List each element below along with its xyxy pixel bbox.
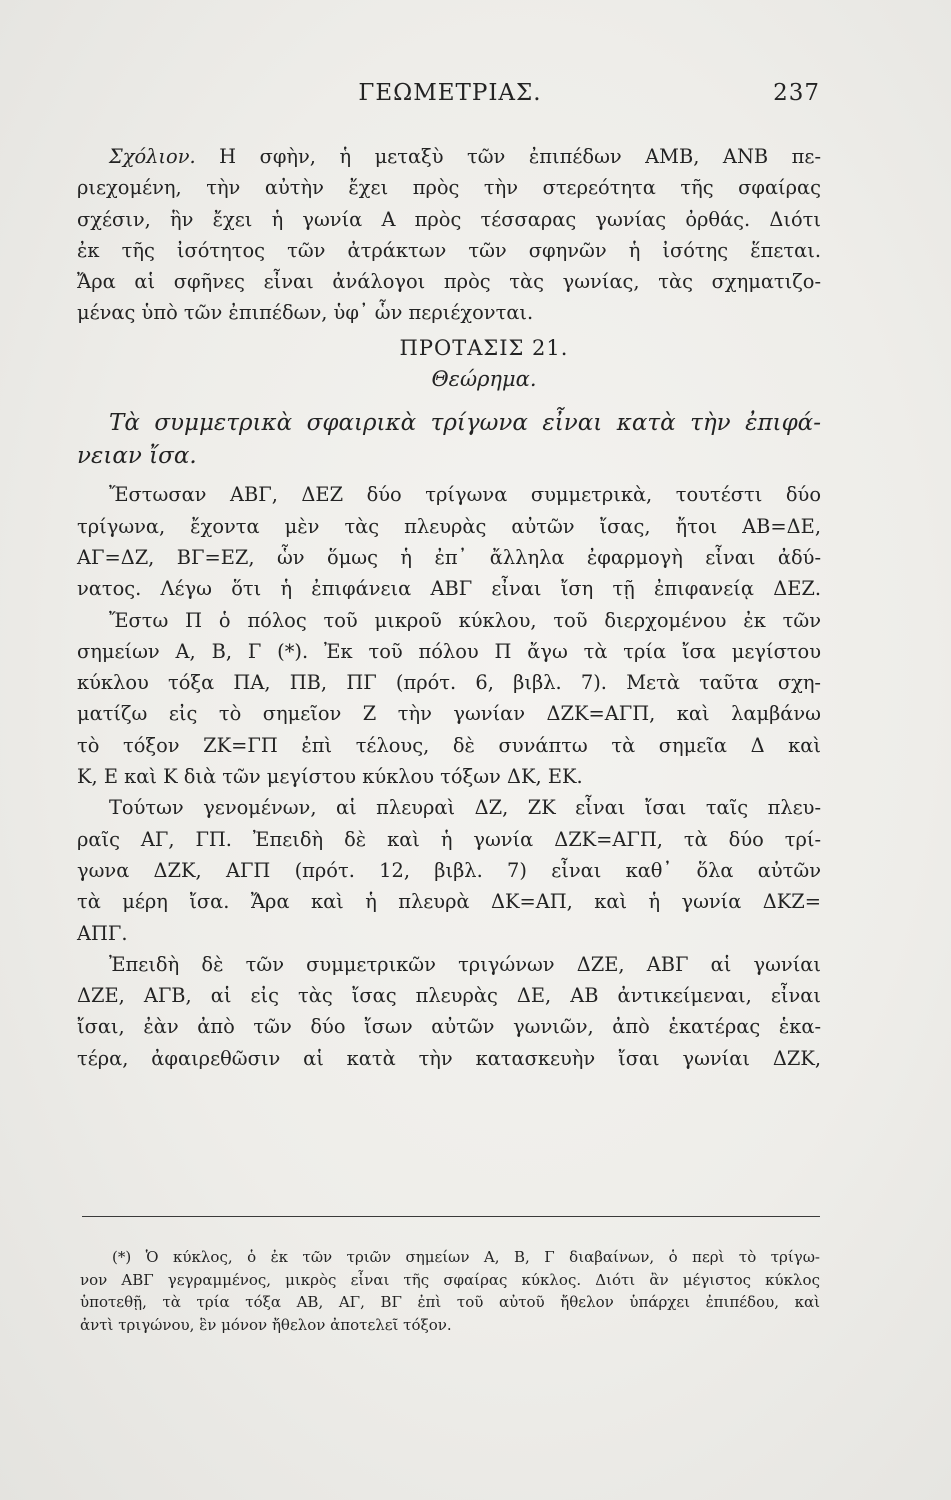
scholion-line: ριεχομένη, τὴν αὐτὴν ἔχει πρὸς τὴν στερεότητα τῆς σφαίρας: [77, 176, 821, 200]
paragraph-4: [77, 949, 821, 1074]
paragraph-1: [77, 479, 821, 604]
main-text: [77, 141, 821, 1074]
footnote-line: ὑποτεθῇ, τὰ τρία τόξα ΑΒ, ΑΓ, ΒΓ ἐπὶ τοῦ αὐτοῦ ἤθελον ὑπάρχει ἐπιπέδου, καὶ: [80, 1293, 820, 1312]
text-line: ἴσαι, ἐὰν ἀπὸ τῶν δύο ἴσων αὐτῶν γωνιῶν, ἀπὸ ἑκατέρας ἑκα-: [77, 1015, 821, 1039]
paragraph-2: [77, 605, 821, 793]
text-line: Ἔστω Π ὁ πόλος τοῦ μικροῦ κύκλου, τοῦ διερχομένου ἐκ τῶν: [109, 608, 821, 632]
text-line: ματίζω εἰς τὸ σημεῖον Ζ τὴν γωνίαν ΔΖΚ=ΑΓΠ, καὶ λαμβάνω: [77, 702, 821, 726]
text-line: τὰ μέρη ἴσα. Ἄρα καὶ ἡ πλευρὰ ΔΚ=ΑΠ, καὶ ἡ γωνία ΔΚΖ=: [77, 890, 821, 914]
text-line: Τούτων γενομένων, αἱ πλευραὶ ΔΖ, ΖΚ εἶναι ἴσαι ταῖς πλευ-: [109, 796, 821, 820]
page-number: 237: [773, 80, 820, 106]
text-line: ραῖς ΑΓ, ΓΠ. Ἐπειδὴ δὲ καὶ ἡ γωνία ΔΖΚ=ΑΓΠ, τὰ δύο τρί-: [77, 827, 821, 851]
scholion-line: [77, 141, 821, 172]
text-line: σημείων Α, Β, Γ (*). Ἐκ τοῦ πόλου Π ἄγω τὰ τρία ἴσα μεγίστου: [77, 639, 821, 663]
scholion-line: ἐκ τῆς ἰσότητος τῶν ἀτράκτων τῶν σφηνῶν ἡ ἰσότης ἕπεται.: [77, 238, 821, 262]
theorem-statement: [77, 407, 821, 473]
text-line: νατος. Λέγω ὅτι ἡ ἐπιφάνεια ΑΒΓ εἶναι ἴση τῇ ἐπιφανείᾳ ΔΕΖ.: [77, 577, 821, 601]
scholion-text: Η σφὴν, ἡ μεταξὺ τῶν ἐπιπέδων ΑΜΒ, ΑΝΒ πε-: [219, 145, 821, 168]
scholion-line: σχέσιν, ἣν ἔχει ἡ γωνία Α πρὸς τέσσαρας γωνίας ὀρθάς. Διότι: [77, 207, 821, 231]
text-line: τὸ τόξον ΖΚ=ΓΠ ἐπὶ τέλους, δὲ συνάπτω τὰ σημεῖα Δ καὶ: [77, 733, 821, 757]
text-line: Ἐπειδὴ δὲ τῶν συμμετρικῶν τριγώνων ΔΖΕ, ΑΒΓ αἱ γωνίαι: [109, 952, 821, 976]
text-line: Κ, Ε καὶ Κ διὰ τῶν μεγίστου κύκλου τόξων ΔΚ, ΕΚ.: [77, 765, 583, 789]
footnote-line: νον ΑΒΓ γεγραμμένος, μικρὸς εἶναι τῆς σφαίρας κύκλος. Διότι ἂν μέγιστος κύκλος: [80, 1270, 820, 1289]
footnote-line: ἀντὶ τριγώνου, ἓν μόνον ἤθελον ἀποτελεῖ τόξον.: [80, 1316, 452, 1335]
text-line: ΑΠΓ.: [77, 921, 128, 945]
page-header: [80, 80, 820, 120]
statement-line: νειαν ἴσα.: [77, 443, 197, 470]
paragraph-3: [77, 792, 821, 948]
statement-line: Τὰ συμμετρικὰ σφαιρικὰ τρίγωνα εἶναι κατὰ τὴν ἐπιφά-: [109, 410, 821, 437]
proposition-heading: ΠΡΟΤΑΣΙΣ 21.: [399, 335, 569, 360]
footnote-rule: [82, 1216, 820, 1217]
text-line: κύκλου τόξα ΠΑ, ΠΒ, ΠΓ (πρότ. 6, βιβλ. 7). Μετὰ ταῦτα σχη-: [77, 671, 821, 695]
scholion: [77, 141, 821, 329]
footnote-line: (*) Ὁ κύκλος, ὁ ἐκ τῶν τριῶν σημείων Α, Β, Γ διαβαίνων, ὁ περὶ τὸ τρίγω-: [112, 1248, 820, 1266]
footnote: [80, 1246, 820, 1337]
text-line: ΑΓ=ΔΖ, ΒΓ=ΕΖ, ὧν ὅμως ἡ ἐπ᾽ ἄλληλα ἐφαρμογὴ εἶναι ἀδύ-: [77, 545, 821, 569]
scholion-line: Ἄρα αἱ σφῆνες εἶναι ἀνάλογοι πρὸς τὰς γωνίας, τὰς σχηματιζο-: [77, 270, 821, 294]
scholion-label: Σχόλιον.: [109, 145, 196, 168]
scholion-line: μένας ὑπὸ τῶν ἐπιπέδων, ὑφ᾽ ὧν περιέχονται.: [77, 301, 534, 325]
text-line: Ἔστωσαν ΑΒΓ, ΔΕΖ δύο τρίγωνα συμμετρικὰ, τουτέστι δύο: [109, 483, 821, 507]
text-line: τέρα, ἀφαιρεθῶσιν αἱ κατὰ τὴν κατασκευὴν ἴσαι γωνίαι ΔΖΚ,: [77, 1046, 821, 1070]
running-title: ΓΕΩΜΕΤΡΙΑΣ.: [358, 80, 542, 106]
text-line: τρίγωνα, ἔχοντα μὲν τὰς πλευρὰς αὐτῶν ἴσας, ἤτοι ΑΒ=ΔΕ,: [77, 514, 821, 538]
text-line: γωνα ΔΖΚ, ΑΓΠ (πρότ. 12, βιβλ. 7) εἶναι καθ᾽ ὅλα αὐτῶν: [77, 858, 821, 882]
proposition-subheading: Θεώρημα.: [431, 367, 537, 392]
text-line: ΔΖΕ, ΑΓΒ, αἱ εἰς τὰς ἴσας πλευρὰς ΔΕ, ΑΒ ἀντικείμεναι, εἶναι: [77, 984, 821, 1008]
